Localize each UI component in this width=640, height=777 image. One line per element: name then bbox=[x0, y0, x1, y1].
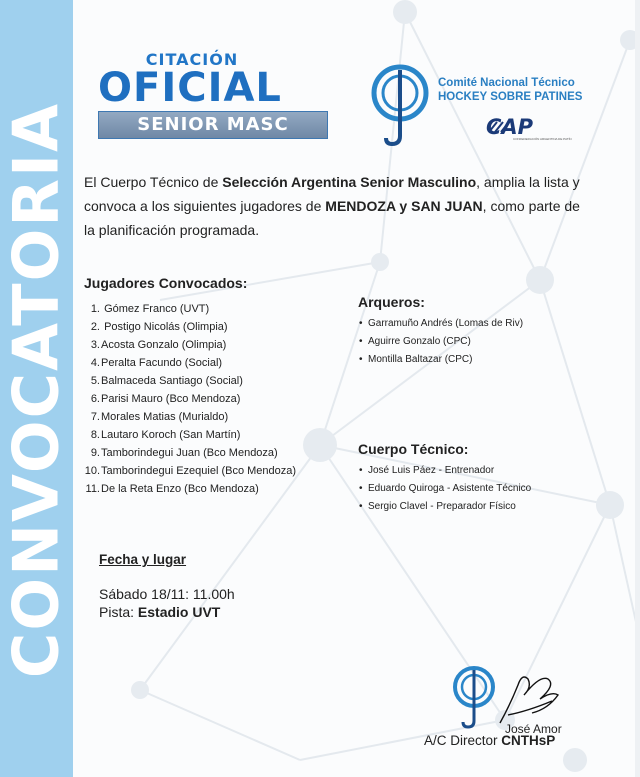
list-item: • José Luis Páez - Entrenador bbox=[358, 462, 531, 480]
citation-line1: CITACIÓN bbox=[145, 50, 239, 69]
goalkeepers-list bbox=[358, 315, 523, 369]
player-name: Tamborindegui Juan (Bco Mendoza) bbox=[101, 447, 278, 459]
player-name: Lautaro Koroch (San Martín) bbox=[101, 429, 241, 441]
player-name: De la Reta Enzo (Bco Mendoza) bbox=[101, 483, 259, 495]
signature-name: José Amor bbox=[505, 722, 562, 736]
staff-heading: Cuerpo Técnico: bbox=[358, 441, 469, 457]
right-edge bbox=[635, 0, 640, 777]
player-name: Peralta Facundo (Social) bbox=[101, 357, 223, 369]
players-section bbox=[84, 275, 296, 498]
player-number: 6. bbox=[90, 393, 100, 405]
player-name: Morales Matias (Murialdo) bbox=[101, 411, 229, 423]
list-item bbox=[84, 300, 296, 318]
player-name: Tamborindegui Ezequiel (Bco Mendoza) bbox=[101, 465, 297, 477]
player-number: 8. bbox=[90, 429, 100, 441]
player-name: Parisi Mauro (Bco Mendoza) bbox=[101, 393, 241, 405]
player-number: 7. bbox=[90, 411, 100, 423]
player-number: 5. bbox=[90, 375, 100, 387]
citation-title-block bbox=[98, 50, 330, 139]
intro-team: Selección Argentina Senior Masculino bbox=[222, 174, 477, 190]
goalkeepers-section bbox=[358, 294, 523, 369]
schedule-date: Sábado 18/11: 11.00h bbox=[99, 586, 235, 602]
player-name: Acosta Gonzalo (Olimpia) bbox=[101, 339, 227, 351]
cap-logo-subtitle: CONFEDERACIÓN ARGENTINA DE PATÍN bbox=[513, 137, 572, 141]
player-number: 10. bbox=[84, 465, 100, 477]
list-item bbox=[84, 426, 296, 444]
list-item: • Aguirre Gonzalo (CPC) bbox=[358, 333, 523, 351]
sidebar-title: CONVOCATORIA bbox=[0, 101, 73, 679]
list-item bbox=[84, 480, 296, 498]
schedule-heading: Fecha y lugar bbox=[99, 552, 187, 567]
player-number: 11. bbox=[85, 483, 100, 495]
list-item: • Eduardo Quiroga - Asistente Técnico bbox=[358, 480, 531, 498]
player-name: Gómez Franco (UVT) bbox=[104, 303, 210, 315]
intro-text-1: El Cuerpo Técnico de bbox=[84, 174, 223, 190]
citation-line3: SENIOR MASC bbox=[98, 111, 328, 139]
committee-line2: HOCKEY SOBRE PATINES bbox=[438, 91, 583, 103]
schedule-venue-line bbox=[99, 603, 235, 621]
list-item: • Garramuño Andrés (Lomas de Riv) bbox=[358, 315, 523, 333]
player-number: 2. bbox=[90, 321, 100, 333]
sidebar-banner bbox=[0, 0, 73, 777]
list-item: • Sergio Clavel - Preparador Físico bbox=[358, 498, 531, 516]
player-number: 9. bbox=[90, 447, 100, 459]
schedule-section bbox=[99, 552, 235, 621]
list-item bbox=[84, 462, 296, 480]
hockey-committee-logo-icon bbox=[370, 62, 432, 148]
committee-name bbox=[438, 77, 582, 103]
signature-role-org: CNTHsP bbox=[501, 733, 556, 748]
player-number: 4. bbox=[90, 357, 100, 369]
list-item bbox=[84, 390, 296, 408]
players-list bbox=[84, 300, 296, 498]
list-item bbox=[84, 354, 296, 372]
intro-text-2: , amplia la lista y convoca a los siguientes jugadores de bbox=[84, 174, 580, 214]
signature-role bbox=[424, 733, 555, 748]
list-item bbox=[84, 408, 296, 426]
committee-line1: Comité Nacional Técnico bbox=[438, 77, 575, 89]
staff-list bbox=[358, 462, 531, 516]
list-item bbox=[84, 318, 296, 336]
list-item bbox=[84, 372, 296, 390]
player-name: Balmaceda Santiago (Social) bbox=[101, 375, 243, 387]
player-number: 3. bbox=[90, 339, 100, 351]
players-heading: Jugadores Convocados: bbox=[84, 275, 248, 291]
staff-section bbox=[358, 441, 531, 516]
intro-paragraph bbox=[84, 170, 584, 242]
list-item: • Montilla Baltazar (CPC) bbox=[358, 351, 523, 369]
goalkeepers-heading: Arqueros: bbox=[358, 294, 425, 310]
intro-provinces: MENDOZA y SAN JUAN bbox=[325, 198, 483, 214]
player-number: 1. bbox=[90, 303, 100, 315]
venue-label: Pista: bbox=[99, 604, 138, 620]
schedule-details bbox=[99, 585, 235, 621]
intro-text-3: , como parte de la planificación programada. bbox=[84, 198, 580, 238]
signature-role-text: A/C Director bbox=[424, 733, 502, 748]
list-item bbox=[84, 336, 296, 354]
list-item bbox=[84, 444, 296, 462]
cap-logo-text: CAP bbox=[486, 115, 534, 139]
citation-line2: OFICIAL bbox=[98, 65, 282, 111]
player-name: Postigo Nicolás (Olimpia) bbox=[104, 321, 228, 333]
venue-name: Estadio UVT bbox=[137, 604, 221, 620]
